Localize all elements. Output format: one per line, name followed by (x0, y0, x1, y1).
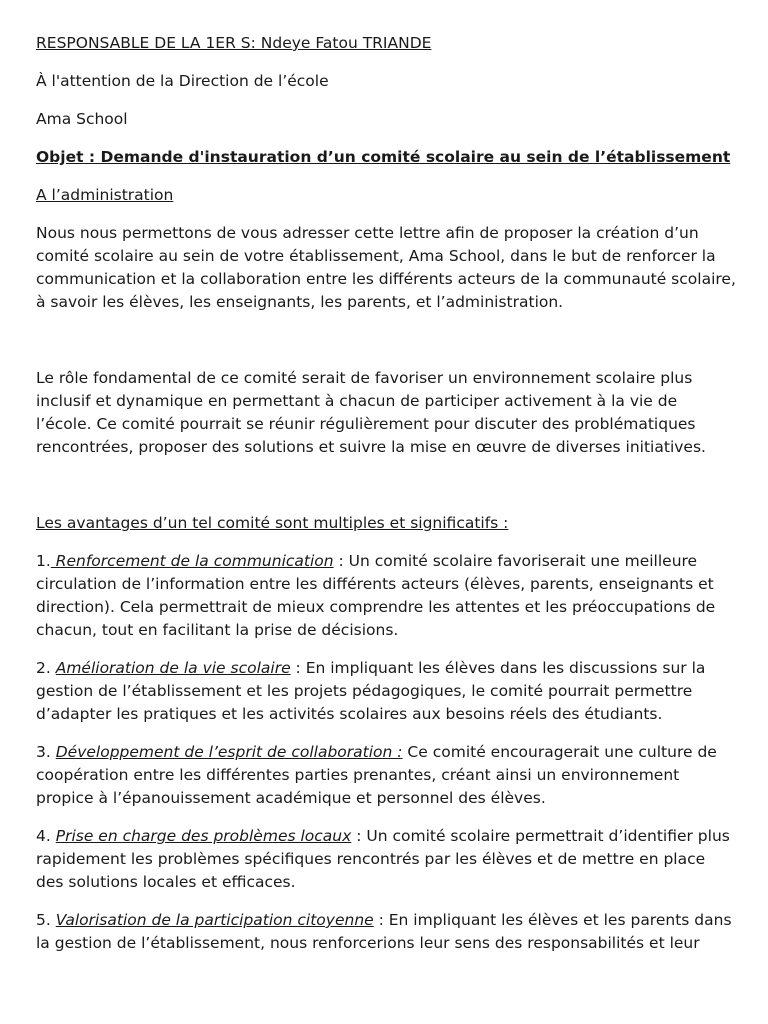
advantage-number: 3. (36, 743, 56, 761)
advantage-item-1 (36, 550, 736, 642)
advantage-text: Ce comité encouragerait une culture de coopération entre les différentes parties prenantes, créant ainsi un environnement propice à l’épanouissement académique et personnel des élèves. (36, 743, 717, 807)
advantage-text: : Un comité scolaire favoriserait une meilleure circulation de l’information entre les différents acteurs (élèves, parents, enseignants et direction). Cela permettrait de mieux comprendre les attentes et les préoccupations de chacun, tout en facilitant la prise de décisions. (36, 552, 716, 639)
advantage-text: : Un comité scolaire permettrait d’identifier plus rapidement les problèmes spécifiques rencontrés par les élèves et de mettre en place des solutions locales et efficaces. (36, 827, 730, 891)
responsable-line: RESPONSABLE DE LA 1ER S: Ndeye Fatou TRIANDE (36, 34, 432, 52)
advantage-number: 2. (36, 659, 56, 677)
advantage-title: Renforcement de la communication (50, 552, 334, 570)
role-paragraph: Le rôle fondamental de ce comité serait de favoriser un environnement scolaire plus inclusif et dynamique en permettant à chacun de participer activement à la vie de l’école. Ce comité pourrait se réunir régulièrement pour discuter des problématiques rencontrées, proposer des solutions et suivre la mise en œuvre de diverses initiatives. (36, 369, 706, 456)
advantage-item-5 (36, 909, 736, 955)
attention-line: À l'attention de la Direction de l’école (36, 72, 329, 90)
advantage-number: 5. (36, 911, 56, 929)
advantage-text: : En impliquant les élèves dans les discussions sur la gestion de l’établissement et les projets pédagogiques, le comité pourrait permettre d’adapter les pratiques et les activités scolaires aux besoins réels des étudiants. (36, 659, 706, 723)
advantage-item-3 (36, 741, 736, 810)
objet-line: Objet : Demande d'instauration d’un comité scolaire au sein de l’établissement (36, 148, 731, 166)
spacer (36, 474, 736, 512)
salutation-line: A l’administration (36, 186, 174, 204)
advantage-text: : En impliquant les élèves et les parents dans la gestion de l’établissement, nous renforcerions leur sens des responsabilités et leur (36, 911, 732, 952)
advantage-title: Amélioration de la vie scolaire (55, 659, 291, 677)
advantage-number: 1. (36, 552, 51, 570)
advantage-title: Prise en charge des problèmes locaux (55, 827, 352, 845)
advantage-number: 4. (36, 827, 56, 845)
advantage-item-4 (36, 825, 736, 894)
advantage-title: Valorisation de la participation citoyenne (55, 911, 374, 929)
advantage-title: Développement de l’esprit de collaboration : (55, 743, 403, 761)
spacer (36, 329, 736, 367)
advantage-item-2 (36, 657, 736, 726)
school-name: Ama School (36, 110, 128, 128)
intro-paragraph: Nous nous permettons de vous adresser cette lettre afin de proposer la création d’un comité scolaire au sein de votre établissement, Ama School, dans le but de renforcer la communication et la collaboration entre les différents acteurs de la communauté scolaire, à savoir les élèves, les enseignants, les parents, et l’administration. (36, 224, 736, 311)
letter-body (36, 32, 736, 970)
advantages-heading: Les avantages d’un tel comité sont multiples et significatifs : (36, 514, 509, 532)
